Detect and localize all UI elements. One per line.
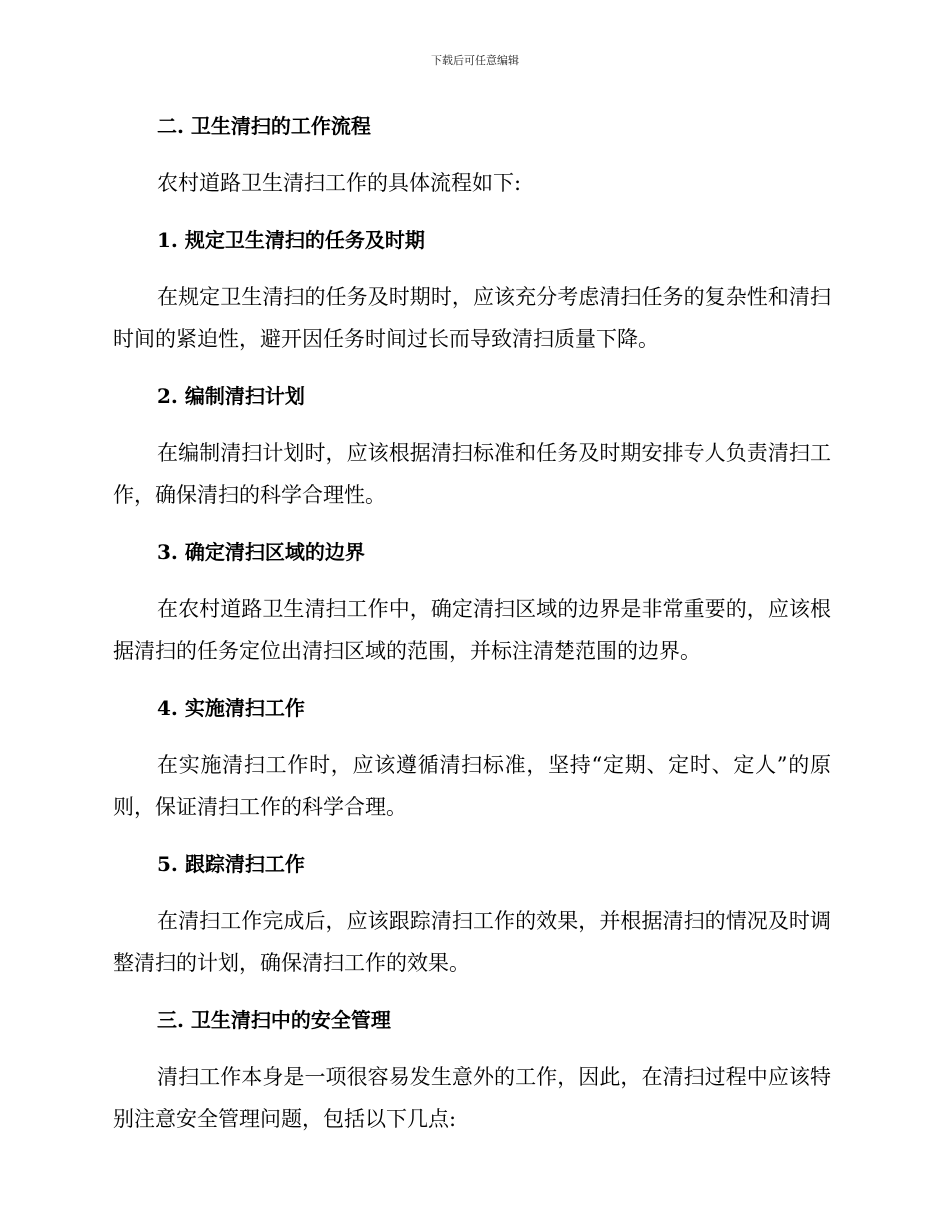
step-1-title: 1. 规定卫生清扫的任务及时期 <box>157 228 425 252</box>
section-2-title: 二. 卫生清扫的工作流程 <box>157 114 371 138</box>
section-3-title: 三. 卫生清扫中的安全管理 <box>157 1008 391 1032</box>
step-1-text: 在规定卫生清扫的任务及时期时，应该充分考虑清扫任务的复杂性和清扫时间的紧迫性，避开因任务时间过长而导致清扫质量下降。 <box>113 285 831 351</box>
section-3-text: 清扫工作本身是一项很容易发生意外的工作，因此，在清扫过程中应该特别注意安全管理问题，包括以下几点: <box>113 1065 831 1131</box>
step-4-text: 在实施清扫工作时，应该遵循清扫标准，坚持“定期、定时、定人”的原则，保证清扫工作的科学合理。 <box>113 753 831 819</box>
step-5-title: 5. 跟踪清扫工作 <box>157 852 305 876</box>
step-4-title: 4. 实施清扫工作 <box>157 696 305 720</box>
section-2-intro: 农村道路卫生清扫工作的具体流程如下: <box>157 171 522 195</box>
step-2-text: 在编制清扫计划时，应该根据清扫标准和任务及时期安排专人负责清扫工作，确保清扫的科学合理性。 <box>113 441 831 507</box>
page-header-note: 下载后可任意编辑 <box>431 54 519 67</box>
step-5-text: 在清扫工作完成后，应该跟踪清扫工作的效果，并根据清扫的情况及时调整清扫的计划，确保清扫工作的效果。 <box>113 909 831 975</box>
step-3-title: 3. 确定清扫区域的边界 <box>157 540 365 564</box>
step-3-text: 在农村道路卫生清扫工作中，确定清扫区域的边界是非常重要的，应该根据清扫的任务定位出清扫区域的范围，并标注清楚范围的边界。 <box>113 597 831 663</box>
document-content <box>113 112 831 1140</box>
step-2-title: 2. 编制清扫计划 <box>157 384 305 408</box>
